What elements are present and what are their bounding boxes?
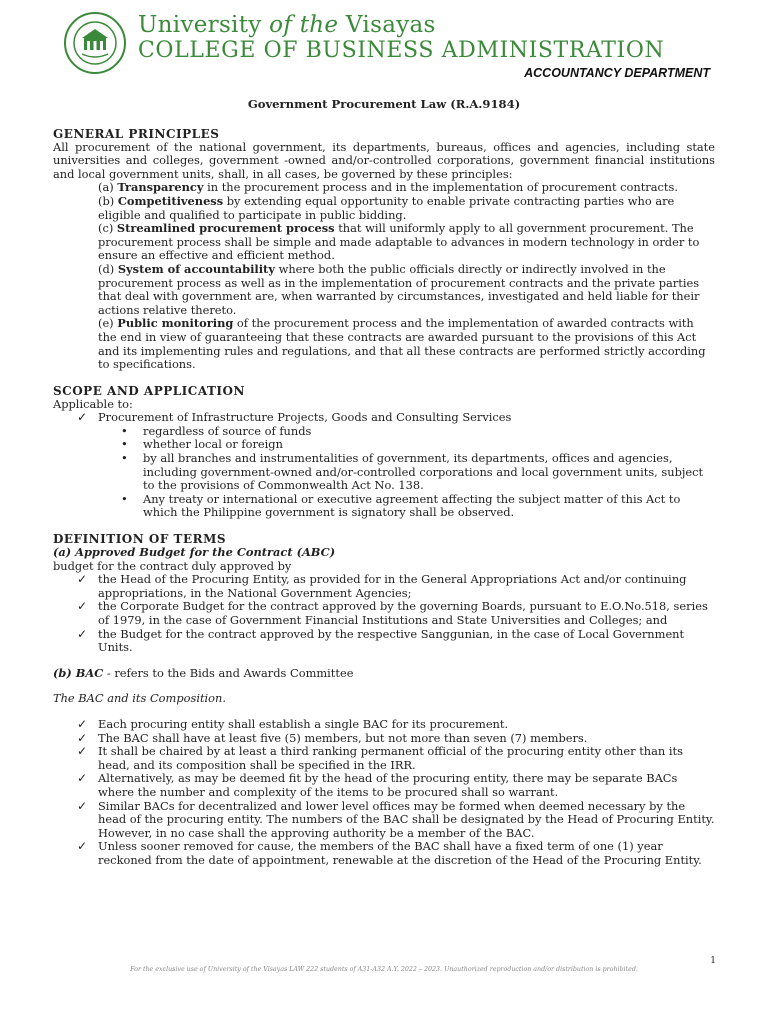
department-name: ACCOUNTANCY DEPARTMENT [524, 66, 710, 80]
university-seal-icon [64, 12, 126, 74]
list-item: • by all branches and instrumentalities of government, its departments, offices and agencies, including government-owned and/or-controlled corporations and local government units, subject to the provisions of Commonwealth Act No. 138. [121, 451, 704, 493]
bullet-icon: • [121, 437, 128, 452]
list-item: • Any treaty or international or executive agreement affecting the subject matter of this Act to which the Philippine government is signatory shall be observed. [121, 491, 681, 520]
checkmark-icon: ✓ [77, 744, 88, 759]
list-item: ✓ the Head of the Procuring Entity, as provided for in the General Appropriations Act and/or continuing appropriations, in the National Government Agencies; [77, 572, 687, 600]
abc-intro: budget for the contract duly approved by [53, 558, 292, 573]
principle-item: (c) Streamlined procurement process that will uniformly apply to all government procurement. The procurement process shall be simple and made adaptable to advances in modern technology in order to ensure an effective and efficient method. [98, 221, 700, 263]
list-item: ✓ Each procuring entity shall establish a single BAC for its procurement. [77, 716, 509, 731]
list-item: • regardless of source of funds [121, 423, 312, 438]
principle-item: (b) Competitiveness by extending equal opportunity to enable private contracting parties who are eligible and qualified to participate in public bidding. [98, 193, 675, 222]
document-title: Government Procurement Law (R.A.9184) [247, 97, 521, 111]
bac-composition-heading: The BAC and its Composition. [53, 691, 227, 706]
bullet-icon: • [121, 423, 128, 438]
college-name: COLLEGE OF BUSINESS ADMINISTRATION [138, 38, 665, 63]
checkmark-icon: ✓ [77, 599, 88, 614]
list-item: ✓ It shall be chaired by at least a third ranking permanent official of the procuring entity other than its head, and its composition shall be specified in the IRR. [77, 744, 683, 772]
principle-item: (e) Public monitoring of the procurement process and the implementation of awarded contracts with the end in view of guaranteeing that these contracts are awarded pursuant to the provisions of this Act and its implementing rules and regulations, and that all these contracts are performed strictly according to specifications. [98, 316, 706, 372]
checkmark-icon: ✓ [77, 716, 88, 731]
section-heading-general: GENERAL PRINCIPLES [53, 126, 220, 141]
bullet-icon: • [121, 491, 128, 506]
scope-applicable: Applicable to: [53, 396, 133, 411]
scope-check-list [53, 411, 715, 425]
checkmark-icon: ✓ [77, 626, 88, 641]
principle-item: (a) Transparency in the procurement process and in the implementation of procurement contracts. [98, 180, 678, 195]
list-item: • whether local or foreign [121, 437, 283, 452]
abc-list [53, 573, 715, 655]
checkmark-icon: ✓ [77, 410, 88, 425]
bac-composition-list [53, 718, 715, 868]
section-heading-definitions: DEFINITION OF TERMS [53, 532, 227, 547]
list-item: ✓ The BAC shall have at least five (5) members, but not more than seven (7) members. [77, 730, 588, 745]
list-item: ✓ Unless sooner removed for cause, the members of the BAC shall have a fixed term of one (1) year reckoned from the date of appointment, renewable at the discretion of the Head of the Procuring Entity. [77, 839, 702, 867]
page-number: 1 [710, 956, 716, 966]
section-heading-scope: SCOPE AND APPLICATION [53, 383, 245, 398]
list-item: ✓ the Corporate Budget for the contract approved by the governing Boards, pursuant to E.O.No.518, series of 1979, in the case of Government Financial Institutions and State Universities and Colleges; and [77, 599, 708, 627]
list-item: ✓ the Budget for the contract approved by the respective Sanggunian, in the case of Local Government Units. [77, 626, 685, 655]
bac-definition: (b) BAC - refers to the Bids and Awards Committee [53, 665, 354, 680]
bullet-icon: • [121, 451, 128, 466]
principles-list [53, 181, 715, 371]
document-body [53, 98, 715, 868]
checkmark-icon: ✓ [77, 730, 88, 745]
abc-term: (a) Approved Budget for the Contract (ABC) [53, 545, 336, 560]
principle-item: (d) System of accountability where both the public officials directly or indirectly involved in the procurement process as well as in the implementation of procurement contracts and the private parties that deal with government are, when warranted by circumstances, investigated and held liable for their actions relative thereto. [98, 261, 700, 317]
checkmark-icon: ✓ [77, 798, 88, 813]
checkmark-icon: ✓ [77, 572, 88, 587]
checkmark-icon: ✓ [77, 771, 88, 786]
scope-bullet-list [53, 425, 715, 520]
footer-note: For the exclusive use of University of the Visayas LAW 222 students of A31-A32 A.Y. 2022 – 2023. Unauthorized reproduction and/or distribution is prohibited. [130, 966, 638, 973]
list-item: ✓ Similar BACs for decentralized and lower level offices may be formed when deemed necessary by the head of the procuring entity. The numbers of the BAC shall be designated by the Head of Procuring Entity. However, in no case shall the approving authority be a member of the BAC. [77, 798, 715, 840]
list-item: ✓ Procurement of Infrastructure Projects, Goods and Consulting Services [77, 410, 512, 425]
university-name: University of the Visayas [138, 12, 436, 38]
list-item: ✓ Alternatively, as may be deemed fit by the head of the procuring entity, there may be separate BACs where the number and complexity of the items to be procured shall so warrant. [77, 771, 678, 799]
checkmark-icon: ✓ [77, 839, 88, 854]
general-intro: All procurement of the national government, its departments, bureaus, offices and agencies, including state universities and colleges, government -owned and/or-controlled corporations, government financial institutions and local government units, shall, in all cases, be governed by these principles: [53, 139, 715, 181]
